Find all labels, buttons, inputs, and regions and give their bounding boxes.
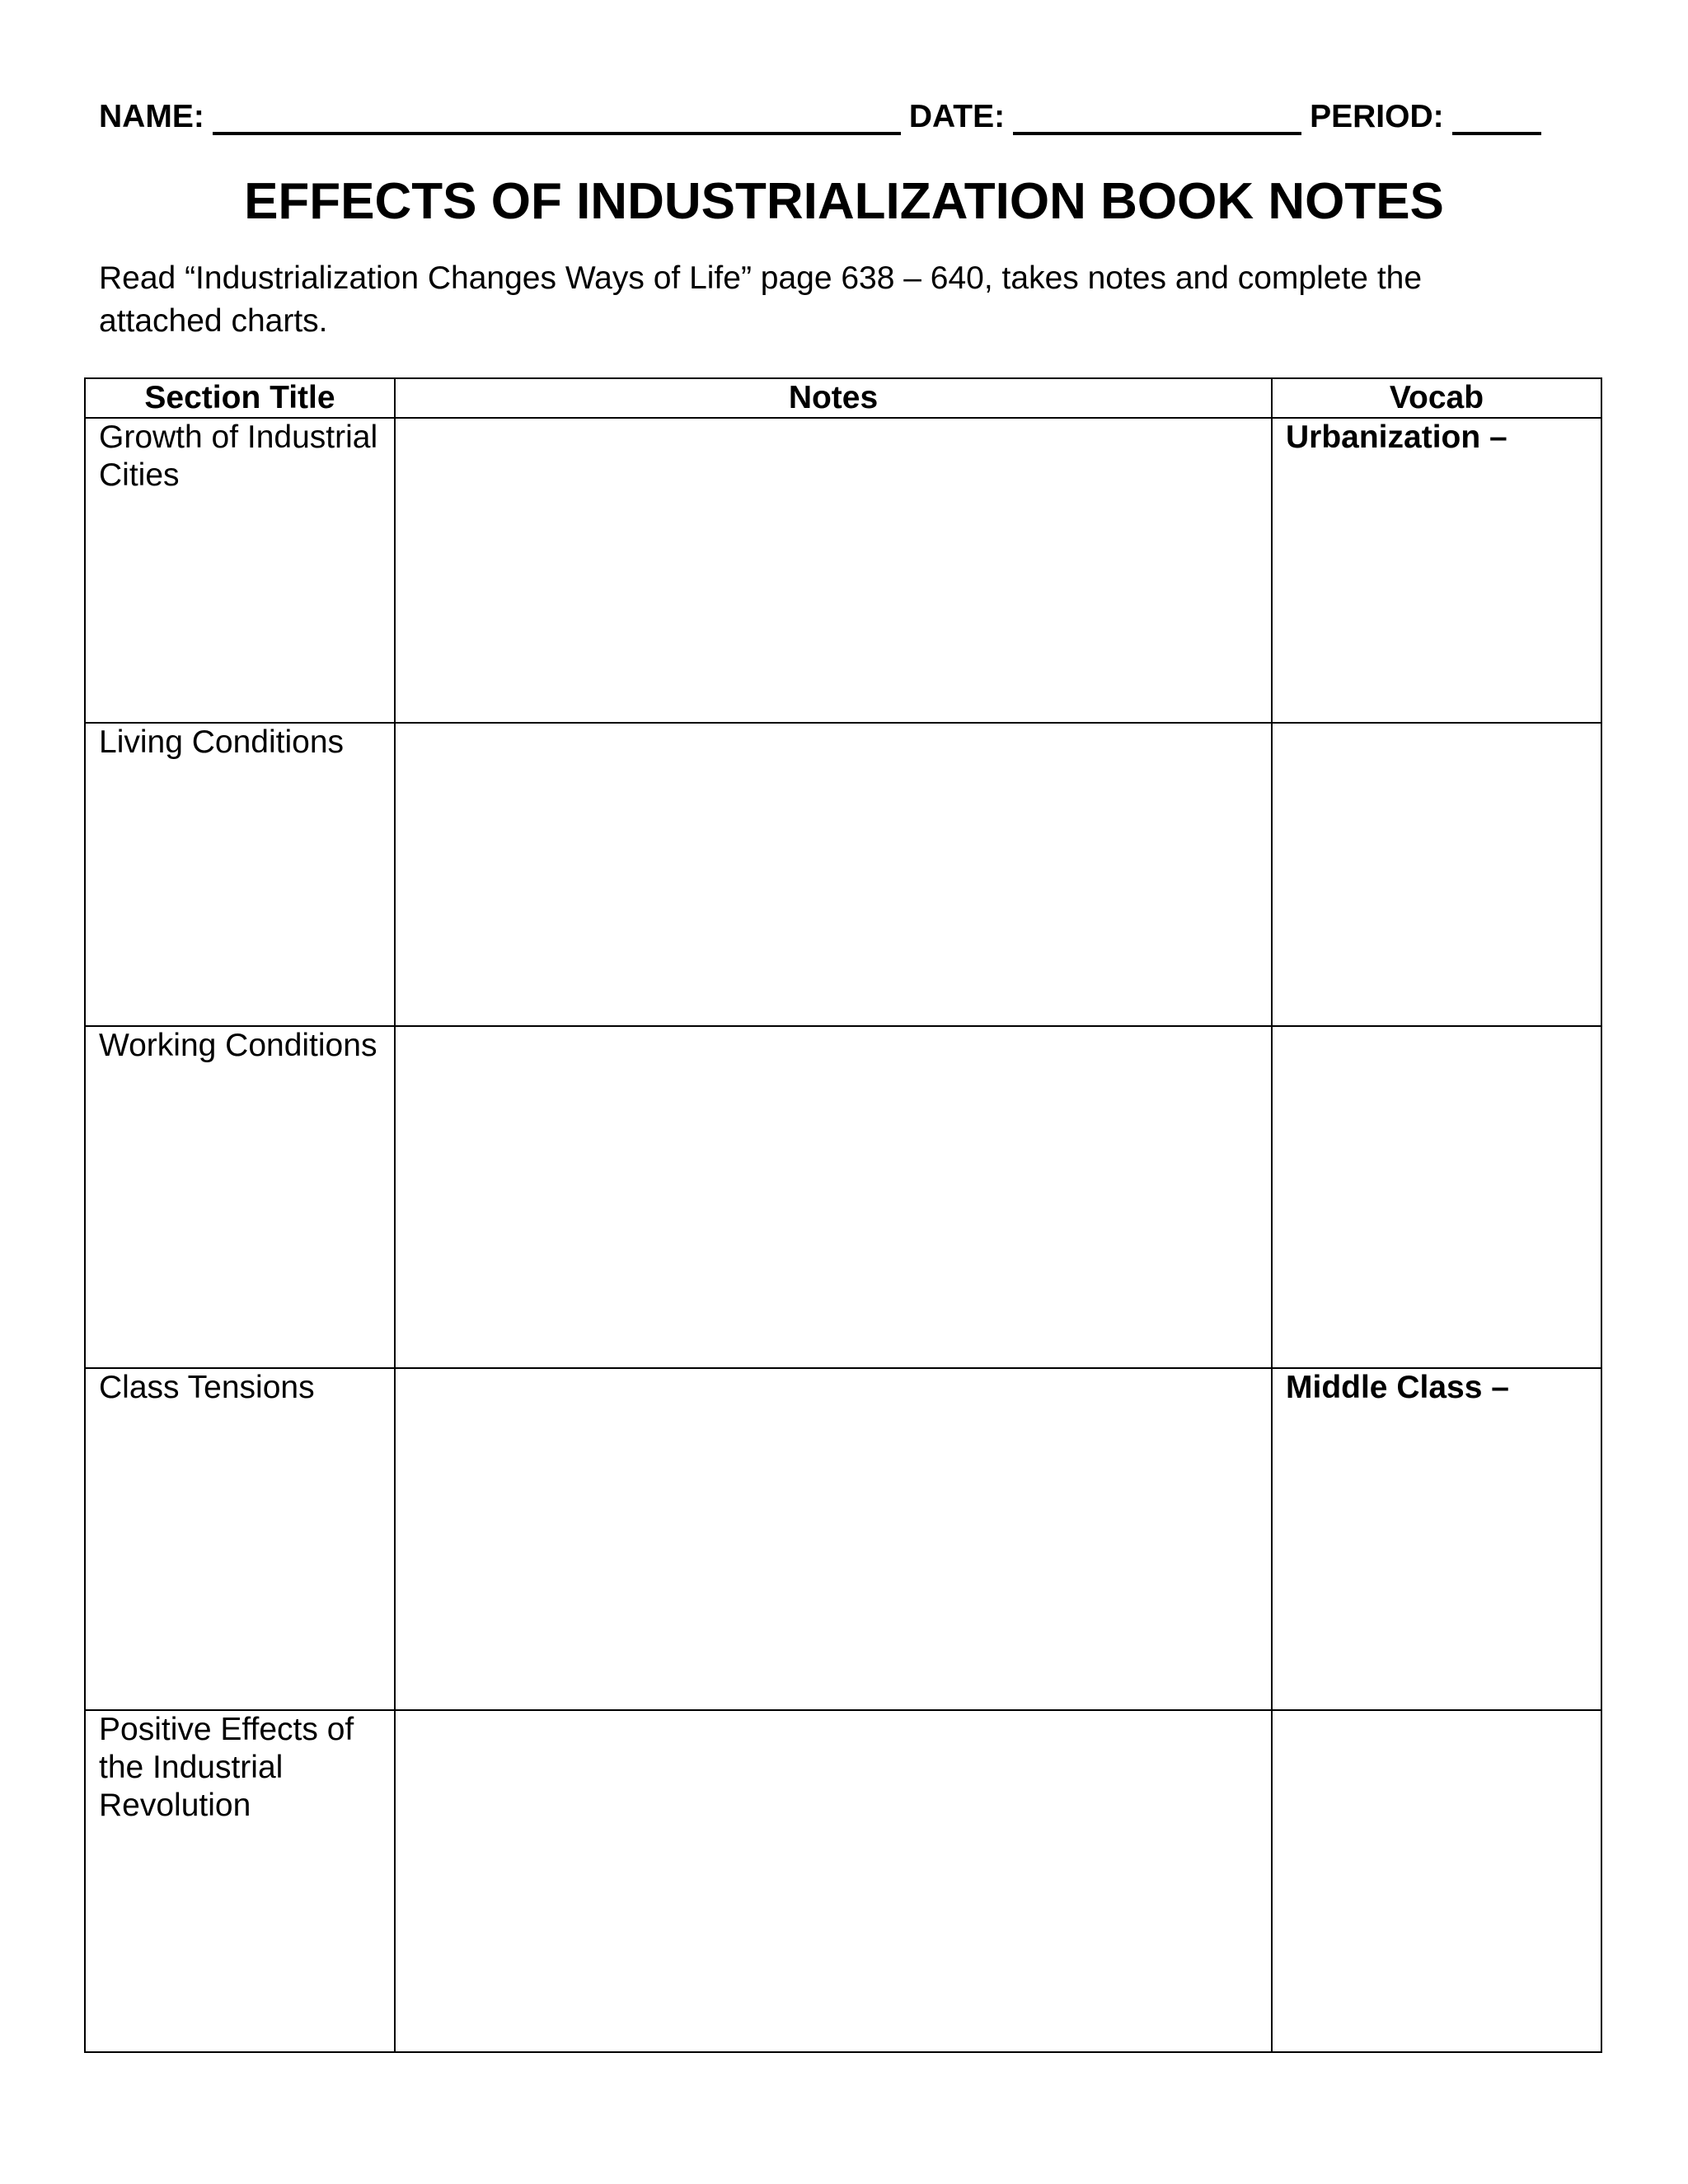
notes-cell[interactable] xyxy=(395,723,1272,1026)
section-title-cell: Growth of Industrial Cities xyxy=(85,418,395,723)
table-row xyxy=(85,418,1601,723)
vocab-cell[interactable] xyxy=(1272,1026,1601,1368)
student-info-line xyxy=(99,92,1582,142)
name-field[interactable] xyxy=(213,99,901,135)
section-title-cell: Class Tensions xyxy=(85,1368,395,1710)
table-row xyxy=(85,1368,1601,1710)
table-row xyxy=(85,723,1601,1026)
vocab-cell[interactable]: Urbanization – xyxy=(1272,418,1601,723)
name-label: NAME: xyxy=(99,99,204,134)
instructions-text: Read “Industrialization Changes Ways of Life” page 638 – 640, takes notes and complete the attached charts. xyxy=(99,260,1423,339)
column-header-notes: Notes xyxy=(395,378,1272,418)
date-field[interactable] xyxy=(1013,99,1301,135)
vocab-cell[interactable] xyxy=(1272,723,1601,1026)
table-header-row xyxy=(85,378,1601,418)
section-title-cell: Living Conditions xyxy=(85,723,395,1026)
table-row xyxy=(85,1026,1601,1368)
column-header-section-title: Section Title xyxy=(85,378,395,418)
page-title: EFFECTS OF INDUSTRIALIZATION BOOK NOTES xyxy=(244,173,1444,230)
notes-cell[interactable] xyxy=(395,1026,1272,1368)
table-row xyxy=(85,1710,1601,2052)
column-header-vocab: Vocab xyxy=(1272,378,1601,418)
vocab-cell[interactable] xyxy=(1272,1710,1601,2052)
notes-table xyxy=(84,377,1602,2053)
notes-cell[interactable] xyxy=(395,418,1272,723)
section-title-cell: Working Conditions xyxy=(85,1026,395,1368)
section-title-cell: Positive Effects of the Industrial Revolution xyxy=(85,1710,395,2052)
period-field[interactable] xyxy=(1452,99,1541,135)
notes-cell[interactable] xyxy=(395,1710,1272,2052)
vocab-cell[interactable]: Middle Class – xyxy=(1272,1368,1601,1710)
date-label: DATE: xyxy=(908,99,1006,134)
notes-cell[interactable] xyxy=(395,1368,1272,1710)
period-label: PERIOD: xyxy=(1310,99,1444,134)
